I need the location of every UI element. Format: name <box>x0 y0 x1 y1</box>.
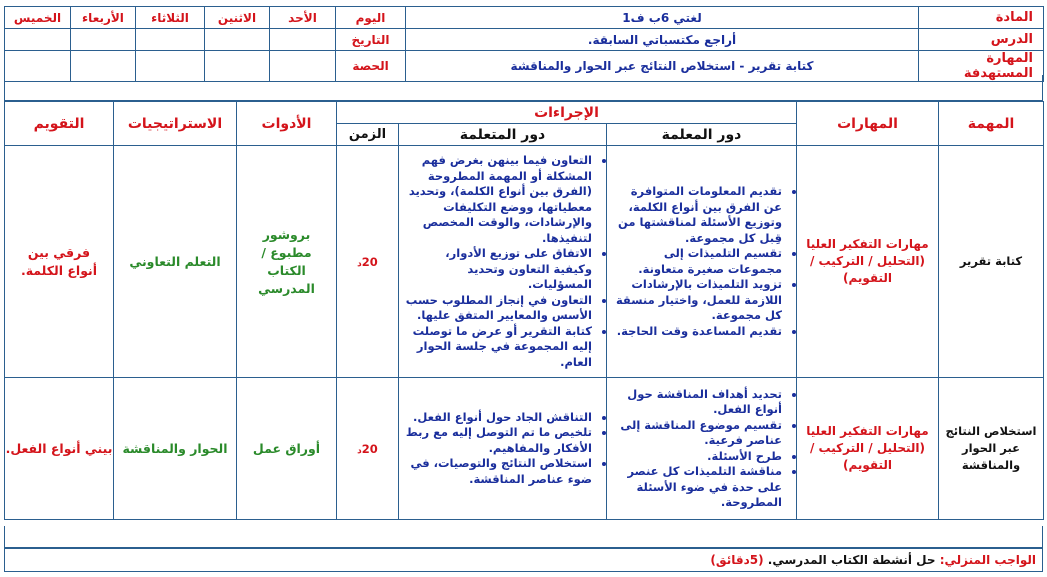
list-item: • الاتفاق على توزيع الأدوار، وكيفية التعاون وتحديد المسؤليات. <box>403 246 592 293</box>
homework-text: حل أنشطة الكتاب المدرسي. <box>767 553 936 567</box>
task-cell: استخلاص النتائج عبر الحوار والمناقشة <box>939 378 1044 520</box>
tools-cell: بروشور مطبوع / الكتاب المدرسي <box>237 146 337 378</box>
homework-footer <box>4 548 1043 572</box>
list-item: • تقديم المساعدة وقت الحاجة. <box>611 324 782 340</box>
day-sunday: الأحد <box>270 7 336 29</box>
list-item: • تقديم المعلومات المتوافرة عن الفرق بين أنواع الكلمة، وتوزيع الأسئلة لمناقشتها من قِبل كل مجموعة. <box>611 184 782 246</box>
student-role-cell <box>399 378 607 520</box>
list-item: • التناقش الجاد حول أنواع الفعل. <box>403 410 592 426</box>
date-cell <box>270 29 336 51</box>
list-item: • تلخيص ما تم التوصل إليه مع ربط الأفكار والمفاهيم. <box>403 425 592 456</box>
list-item: • استخلاص النتائج والتوصيات، في ضوء عناصر المناقشة. <box>403 456 592 487</box>
time-value: 20 <box>361 254 378 269</box>
date-cell <box>136 29 205 51</box>
col-teacher-role-header: دور المعلمة <box>607 124 797 146</box>
teacher-role-list <box>607 184 796 339</box>
skills-cell: مهارات التفكير العليا (التحليل / التركيب / التقويم) <box>797 378 939 520</box>
list-item: • طرح الأسئلة. <box>611 449 782 465</box>
teacher-role-cell <box>607 378 797 520</box>
teacher-role-list <box>607 387 796 511</box>
subject-label: المادة <box>919 7 1044 29</box>
target-skill-label: المهارة المستهدفة <box>919 51 1044 82</box>
table-row <box>5 378 1044 520</box>
date-label: التاريخ <box>336 29 406 51</box>
list-item: • التعاون فيما بينهن بغرض فهم المشكلة أو المهمة المطروحة (الفرق بين أنواع الكلمة)، وتحديد معطياتها، ووضع التكليفات والإرشادات، والوقت المخصص لتنفيذها. <box>403 153 592 246</box>
table-row <box>5 146 1044 378</box>
col-tools-header: الأدوات <box>237 102 337 146</box>
footer-spacer <box>4 526 1043 548</box>
day-thursday: الخميس <box>5 7 71 29</box>
day-label: اليوم <box>336 7 406 29</box>
time-unit: د <box>357 258 362 269</box>
student-role-list <box>399 153 606 370</box>
day-wednesday: الأربعاء <box>71 7 136 29</box>
list-item: • تزويد التلميذات بالإرشادات اللازمة للعمل، واختيار منسقة كل مجموعة. <box>611 277 782 324</box>
list-item: • تحديد أهداف المناقشة حول أنواع الفعل. <box>611 387 782 418</box>
student-role-cell <box>399 146 607 378</box>
day-monday: الاثنين <box>205 7 270 29</box>
teacher-role-cell <box>607 146 797 378</box>
procedures-table <box>4 101 1044 520</box>
header-spacer <box>4 75 1043 101</box>
date-cell <box>205 29 270 51</box>
homework-label: الواجب المنزلي: <box>939 553 1036 567</box>
tools-cell: أوراق عمل <box>237 378 337 520</box>
col-student-role-header: دور المتعلمة <box>399 124 607 146</box>
skills-cell: مهارات التفكير العليا (التحليل / التركيب / التقويم) <box>797 146 939 378</box>
homework-time: (5دقائق) <box>710 553 764 567</box>
task-cell: كتابة تقرير <box>939 146 1044 378</box>
date-cell <box>71 29 136 51</box>
time-unit: د <box>357 445 362 456</box>
subject-value: لغتي 6ب ف1 <box>406 7 919 29</box>
list-item: • تقسيم التلميذات إلى مجموعات صغيرة متعاونة. <box>611 246 782 277</box>
list-item: • كتابة التقرير أو عرض ما توصلت إليه المجموعة في جلسة الحوار العام. <box>403 324 592 371</box>
target-skill-value: كتابة تقرير - استخلاص النتائج عبر الحوار والمناقشة <box>406 51 919 82</box>
date-cell <box>5 29 71 51</box>
time-cell <box>337 378 399 520</box>
period-label: الحصة <box>336 51 406 82</box>
list-item: • تقسيم موضوع المناقشة إلى عناصر فرعية. <box>611 418 782 449</box>
day-tuesday: الثلاثاء <box>136 7 205 29</box>
list-item: • مناقشة التلميذات كل عنصر على حدة في ضوء الأسئلة المطروحة. <box>611 464 782 511</box>
student-role-list <box>399 410 606 488</box>
lesson-plan-sheet <box>4 6 1043 573</box>
evaluation-cell: بيني أنواع الفعل. <box>5 378 114 520</box>
col-procedures-header: الإجراءات <box>337 102 797 124</box>
col-skills-header: المهارات <box>797 102 939 146</box>
list-item: • التعاون في إنجاز المطلوب حسب الأسس والمعايير المتفق عليها. <box>403 293 592 324</box>
strategy-cell: التعلم التعاوني <box>114 146 237 378</box>
lesson-label: الدرس <box>919 29 1044 51</box>
time-cell <box>337 146 399 378</box>
col-task-header: المهمة <box>939 102 1044 146</box>
time-value: 20 <box>361 441 378 456</box>
lesson-value: أراجع مكتسباتي السابقة. <box>406 29 919 51</box>
col-strategies-header: الاستراتيجيات <box>114 102 237 146</box>
lesson-header-table <box>4 6 1044 82</box>
strategy-cell: الحوار والمناقشة <box>114 378 237 520</box>
col-evaluation-header: التقويم <box>5 102 114 146</box>
col-time-header: الزمن <box>337 124 399 146</box>
evaluation-cell: فرقي بين أنواع الكلمة. <box>5 146 114 378</box>
